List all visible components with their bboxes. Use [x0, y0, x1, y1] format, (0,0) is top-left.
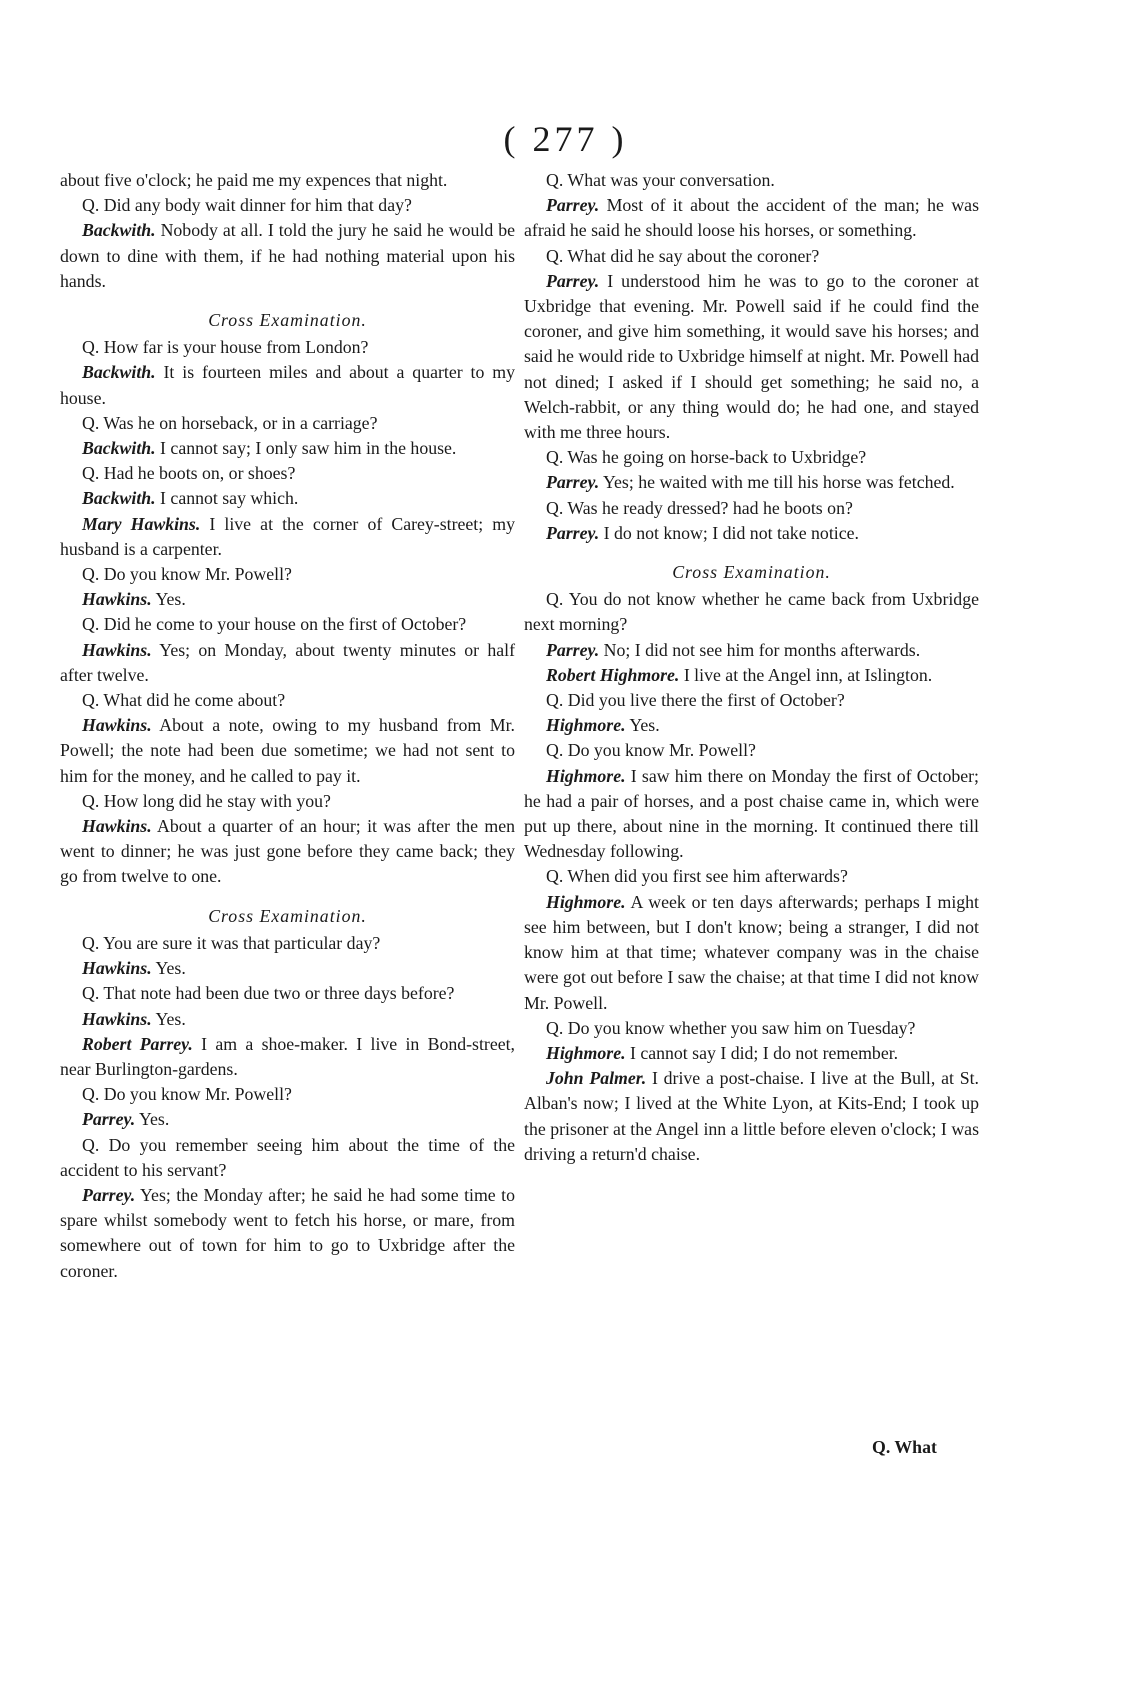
- speaker-name: Parrey.: [82, 1184, 136, 1205]
- paragraph-text: Q. Did any body wait dinner for him that day?: [82, 195, 412, 216]
- section-heading: Cross Examination.: [208, 310, 367, 331]
- paragraph-text: I cannot say I did; I do not remember.: [625, 1042, 899, 1063]
- left-column: [60, 168, 515, 1284]
- testimony-paragraph: [60, 1133, 515, 1183]
- paragraph-text: Q. Was he on horseback, or in a carriage?: [82, 412, 378, 433]
- speaker-name: John Palmer.: [546, 1068, 647, 1089]
- paragraph-text: I live at the corner of Carey-street; my husband is a carpenter.: [60, 513, 515, 559]
- testimony-paragraph: [524, 168, 979, 193]
- testimony-paragraph: [60, 486, 515, 511]
- testimony-paragraph: [60, 411, 515, 436]
- testimony-paragraph: [524, 764, 979, 865]
- testimony-paragraph: [524, 1066, 979, 1167]
- paragraph-text: Yes.: [625, 715, 660, 736]
- speaker-name: Backwith.: [82, 488, 156, 509]
- speaker-name: Highmore.: [546, 1042, 626, 1063]
- paragraph-text: It is fourteen miles and about a quarter to my house.: [60, 362, 515, 408]
- paragraph-text: Q. That note had been due two or three days before?: [82, 983, 455, 1004]
- paragraph-text: I live at the Angel inn, at Islington.: [679, 664, 933, 685]
- paragraph-text: I saw him there on Monday the first of October; he had a pair of horses, and a post chaise came in, which were put up there, about nine in the morning. It continued there till Wednesday following.: [524, 765, 979, 862]
- paragraph-text: I cannot say which.: [155, 488, 299, 509]
- testimony-paragraph: [524, 638, 979, 663]
- testimony-paragraph: [60, 168, 515, 193]
- speaker-name: Parrey.: [546, 639, 600, 660]
- testimony-paragraph: [60, 1007, 515, 1032]
- testimony-paragraph: [524, 496, 979, 521]
- right-column: [524, 168, 979, 1167]
- paragraph-text: A week or ten days afterwards; perhaps I might see him between, but I don't know; being a stranger, I did not know him at that time; whatever company was in the chaise were got out before I saw the chaise; at that time I did not know Mr. Powell.: [524, 891, 979, 1013]
- speaker-name: Robert Parrey.: [82, 1033, 193, 1054]
- testimony-paragraph: [60, 193, 515, 218]
- paragraph-text: Q. Did you live there the first of October?: [546, 690, 845, 711]
- testimony-paragraph: [524, 587, 979, 637]
- speaker-name: Hawkins.: [82, 589, 152, 610]
- testimony-paragraph: [524, 521, 979, 546]
- testimony-paragraph: [524, 713, 979, 738]
- paragraph-text: Q. Do you know Mr. Powell?: [82, 1084, 292, 1105]
- testimony-paragraph: [60, 436, 515, 461]
- paragraph-text: Q. Do you remember seeing him about the time of the accident to his servant?: [60, 1134, 515, 1180]
- testimony-paragraph: [524, 663, 979, 688]
- paragraph-text: Yes.: [135, 1109, 170, 1130]
- section-heading: Cross Examination.: [208, 905, 367, 926]
- testimony-paragraph: [60, 931, 515, 956]
- speaker-name: Highmore.: [546, 891, 626, 912]
- speaker-name: Robert Highmore.: [546, 664, 680, 685]
- testimony-paragraph: [60, 713, 515, 789]
- paragraph-text: Yes; he waited with me till his horse was fetched.: [599, 472, 955, 493]
- paragraph-text: Q. What did he say about the coroner?: [546, 245, 820, 266]
- paragraph-text: Q. What did he come about?: [82, 690, 286, 711]
- paragraph-text: Yes.: [151, 958, 186, 979]
- paragraph-text: I do not know; I did not take notice.: [599, 522, 859, 543]
- paragraph-text: Q. When did you first see him afterwards?: [546, 866, 848, 887]
- speaker-name: Backwith.: [82, 362, 156, 383]
- testimony-paragraph: [60, 1183, 515, 1284]
- speaker-name: Hawkins.: [82, 715, 152, 736]
- paragraph-text: Q. Did he come to your house on the first of October?: [82, 614, 467, 635]
- section-heading: Cross Examination.: [672, 562, 831, 583]
- speaker-name: Parrey.: [546, 522, 600, 543]
- speaker-name: Mary Hawkins.: [82, 513, 201, 534]
- paragraph-text: Q. How long did he stay with you?: [82, 790, 331, 811]
- speaker-name: Highmore.: [546, 715, 626, 736]
- speaker-name: Hawkins.: [82, 1008, 152, 1029]
- testimony-paragraph: [60, 562, 515, 587]
- speaker-name: Hawkins.: [82, 639, 152, 660]
- paragraph-text: I am a shoe-maker. I live in Bond-street, near Burlington-gardens.: [60, 1033, 516, 1079]
- testimony-paragraph: [60, 461, 515, 486]
- speaker-name: Parrey.: [546, 472, 600, 493]
- paragraph-text: Q. You are sure it was that particular day?: [82, 932, 381, 953]
- testimony-paragraph: [524, 1041, 979, 1066]
- testimony-paragraph: [60, 981, 515, 1006]
- testimony-paragraph: [60, 1082, 515, 1107]
- paragraph-text: Q. Was he ready dressed? had he boots on?: [546, 497, 853, 518]
- testimony-paragraph: [60, 587, 515, 612]
- paragraph-text: Q. What was your conversation.: [546, 170, 775, 190]
- speaker-name: Parrey.: [546, 195, 600, 216]
- paragraph-text: Yes; on Monday, about twenty minutes or half after twelve.: [60, 639, 515, 685]
- paragraph-text: Most of it about the accident of the man; he was afraid he said he should loose his horses, or something.: [524, 195, 979, 241]
- testimony-paragraph: [60, 1107, 515, 1132]
- paragraph-text: Q. Had he boots on, or shoes?: [82, 463, 296, 484]
- paragraph-text: I drive a post-chaise. I live at the Bull, at St. Alban's now; I lived at the White Lyon, at Kits-End; I took up the prisoner at the Angel inn a little before eleven o'clock; I was driving a return'd chaise.: [524, 1068, 979, 1164]
- testimony-paragraph: [60, 688, 515, 713]
- testimony-paragraph: [60, 956, 515, 981]
- paragraph-text: About a note, owing to my husband from Mr. Powell; the note had been due sometime; we had not sent to him for the money, and he called to pay it.: [60, 715, 515, 786]
- testimony-paragraph: [60, 512, 515, 562]
- paragraph-text: Yes.: [151, 589, 186, 610]
- paragraph-text: I understood him he was to go to the coroner at Uxbridge that evening. Mr. Powell said if he could find the coroner, and give him something, it would save his horses; and said he would ride to Uxbridge himself at night. Mr. Powell had not dined; I asked if I should get something; he said no, a Welch-rabbit, or any thing would do; he had one, and stayed with me three hours.: [524, 270, 979, 443]
- paragraph-text: Q. Was he going on horse-back to Uxbridge?: [546, 447, 867, 468]
- speaker-name: Backwith.: [82, 220, 156, 241]
- paragraph-text: Nobody at all. I told the jury he said he would be down to dine with them, if he had nothing material upon his hands.: [60, 220, 515, 291]
- paragraph-text: Q. Do you know whether you saw him on Tuesday?: [546, 1017, 916, 1038]
- paragraph-text: Q. Do you know Mr. Powell?: [82, 564, 292, 585]
- paragraph-text: Yes.: [151, 1008, 186, 1029]
- paragraph-text: I cannot say; I only saw him in the house.: [155, 438, 457, 459]
- testimony-paragraph: [60, 218, 515, 294]
- testimony-paragraph: [60, 1032, 515, 1082]
- paragraph-text: About a quarter of an hour; it was after the men went to dinner; he was just gone before they came back; they go from twelve to one.: [60, 816, 515, 887]
- speaker-name: Hawkins.: [82, 816, 152, 837]
- testimony-paragraph: [60, 612, 515, 637]
- paragraph-text: Q. How far is your house from London?: [82, 337, 369, 358]
- speaker-name: Parrey.: [546, 270, 600, 291]
- testimony-paragraph: [524, 445, 979, 470]
- testimony-paragraph: [60, 335, 515, 360]
- testimony-paragraph: [524, 269, 979, 445]
- testimony-paragraph: [524, 890, 979, 1016]
- testimony-paragraph: [60, 814, 515, 890]
- testimony-paragraph: [524, 1016, 979, 1041]
- paragraph-text: Q. Do you know Mr. Powell?: [546, 740, 756, 761]
- paragraph-text: Yes; the Monday after; he said he had some time to spare whilst somebody went to fetch his horse, or mare, from somewhere out of town for him to go to Uxbridge after the coroner.: [60, 1184, 515, 1281]
- paragraph-text: about five o'clock; he paid me my expences that night.: [60, 170, 448, 190]
- speaker-name: Hawkins.: [82, 958, 152, 979]
- testimony-paragraph: [524, 193, 979, 243]
- paragraph-text: No; I did not see him for months afterwards.: [599, 639, 921, 660]
- testimony-paragraph: [524, 688, 979, 713]
- testimony-paragraph: [524, 738, 979, 763]
- catchword: Q. What: [872, 1437, 937, 1457]
- testimony-paragraph: [60, 360, 515, 410]
- speaker-name: Highmore.: [546, 765, 626, 786]
- page-number: ( 277 ): [503, 119, 628, 159]
- paragraph-text: Q. You do not know whether he came back from Uxbridge next morning?: [524, 589, 979, 635]
- testimony-paragraph: [60, 789, 515, 814]
- testimony-paragraph: [60, 638, 515, 688]
- testimony-paragraph: [524, 244, 979, 269]
- testimony-paragraph: [524, 470, 979, 495]
- speaker-name: Backwith.: [82, 438, 156, 459]
- speaker-name: Parrey.: [82, 1109, 136, 1130]
- testimony-paragraph: [524, 864, 979, 889]
